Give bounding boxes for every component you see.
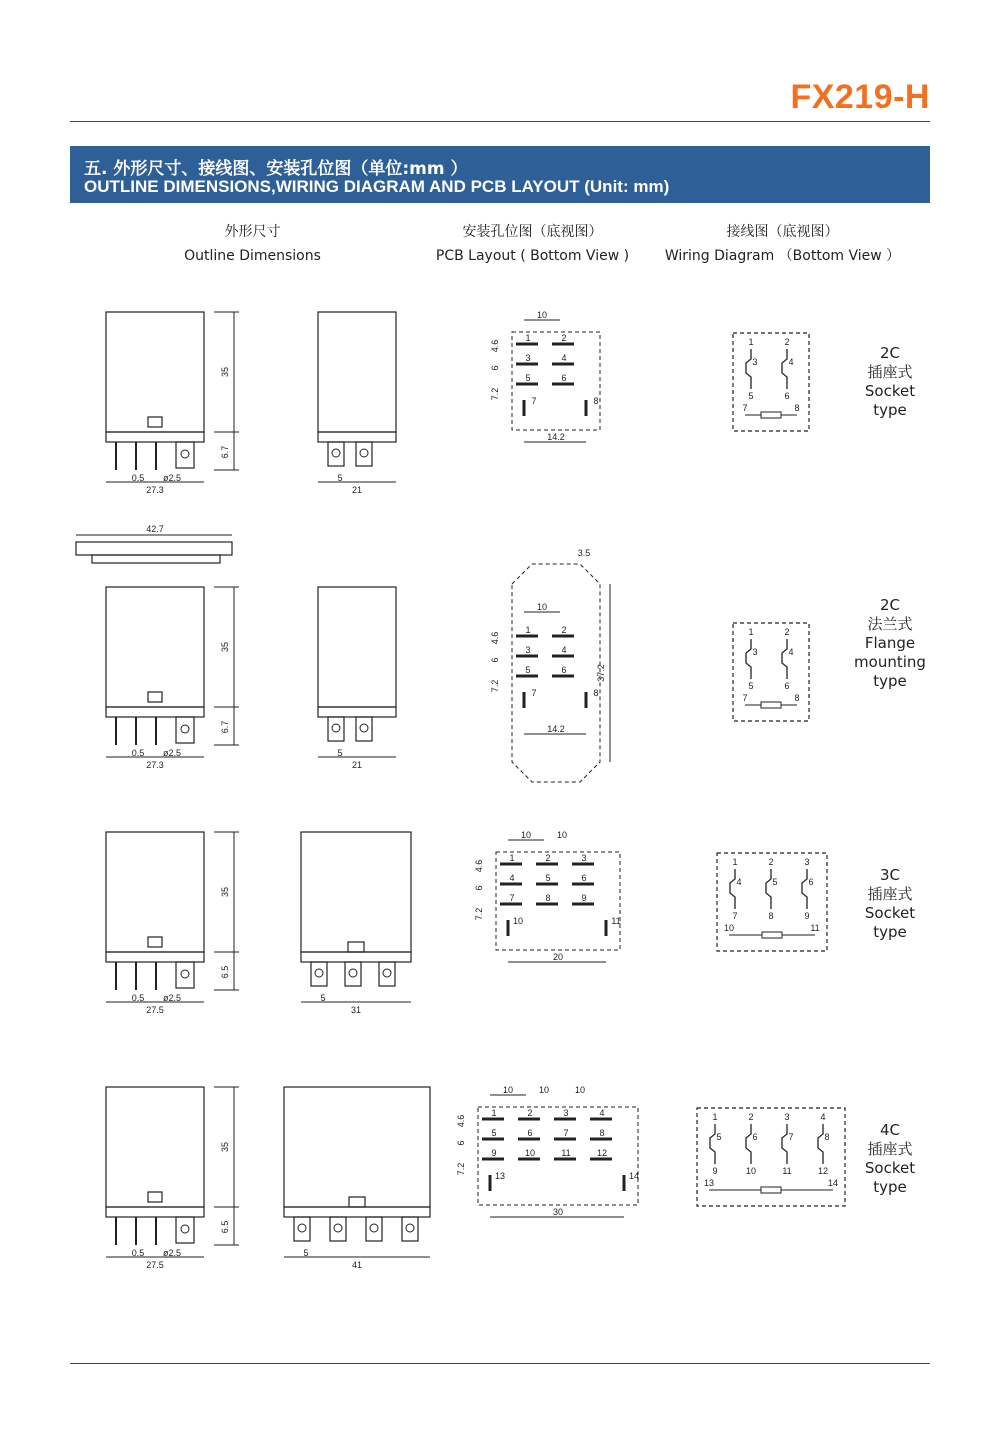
terminal-hole (181, 450, 189, 458)
relay-type-line: type (873, 1178, 907, 1196)
relay-type-line: Socket (864, 904, 916, 922)
pin-number: 2 (784, 627, 790, 637)
dimension-label: 10 (520, 830, 532, 840)
pin-number: 8 (794, 693, 800, 703)
terminal-hole (332, 724, 340, 732)
coil-symbol (761, 702, 781, 708)
pin-number: 1 (712, 1112, 718, 1122)
relay-base (318, 707, 396, 717)
column-header-wiring (655, 220, 910, 268)
pin-number: 5 (716, 1132, 722, 1142)
coil-symbol (761, 412, 781, 418)
outline-side-view (301, 832, 411, 1015)
dimension-label: 6 (456, 1140, 466, 1146)
contact-symbol (730, 869, 735, 909)
relay-type-line: type (873, 401, 907, 419)
dimension-label: 14.2 (547, 724, 565, 734)
brand-logo-text: FX219-H (790, 78, 930, 116)
pin-number: 6 (581, 873, 587, 883)
dimension-label: 10 (556, 830, 568, 840)
pin-number: 4 (561, 353, 567, 363)
dimension-label: 0.5 (131, 473, 145, 483)
terminal-hole (370, 1224, 378, 1232)
dimension-label: 21 (351, 485, 363, 495)
pin-number: 5 (525, 373, 531, 383)
dimension-label: 5 (337, 748, 343, 758)
dimension-label: 10 (536, 310, 548, 320)
dimension-label: ø2.5 (162, 473, 182, 483)
pin-number: 8 (768, 911, 774, 921)
pin-number: 5 (772, 877, 778, 887)
pin-number: 1 (748, 337, 754, 347)
pin-number: 6 (784, 681, 790, 691)
pin-number: 10 (745, 1166, 757, 1176)
dimension-label: 10 (502, 1085, 514, 1095)
pin-number: 11 (810, 923, 820, 933)
pin-number: 2 (748, 1112, 754, 1122)
wiring-diagram (717, 853, 827, 951)
pin-number: 6 (752, 1132, 758, 1142)
pin-number: 7 (742, 693, 748, 703)
flange-plate (76, 542, 232, 555)
pin-number: 3 (784, 1112, 790, 1122)
terminal-hole (360, 724, 368, 732)
pin-number: 4 (788, 647, 794, 657)
relay-type-line: type (873, 672, 907, 690)
dimension-label: 14.2 (547, 432, 565, 442)
dimension-label: 7.2 (490, 679, 500, 693)
relay-type-line: 法兰式 (867, 615, 913, 633)
pin-number: 4 (561, 645, 567, 655)
latch-mark (148, 937, 162, 947)
pin-number: 10 (723, 923, 735, 933)
contact-symbol (782, 349, 787, 389)
pin-number: 8 (824, 1132, 830, 1142)
pin-number: 4 (736, 877, 742, 887)
dimension-label: 35 (220, 1141, 230, 1153)
pin-number: 2 (784, 337, 790, 347)
pin-number: 3 (804, 857, 810, 867)
pin-number: 8 (599, 1128, 605, 1138)
pin-number: 8 (593, 688, 599, 698)
relay-base (106, 432, 204, 442)
quick-connect-terminal (402, 1217, 418, 1241)
dimension-label: 6.5 (220, 965, 230, 979)
wiring-diagram (733, 623, 809, 721)
dimension-label: 27.5 (146, 1260, 164, 1270)
pin-number: 7 (788, 1132, 794, 1142)
dimension-label: 27.5 (146, 1005, 164, 1015)
dimension-label: 10 (538, 1085, 550, 1095)
terminal-hole (349, 969, 357, 977)
pin-number: 6 (527, 1128, 533, 1138)
dimension-label: 4.6 (490, 339, 500, 353)
pin-number: 10 (512, 916, 524, 926)
dimension-label: 6 (474, 885, 484, 891)
dimension-label: 30 (552, 1207, 564, 1217)
dimension-label: 0.5 (131, 1248, 145, 1258)
pin-number: 7 (732, 911, 738, 921)
pin-number: 2 (561, 625, 567, 635)
pin-number: 11 (611, 916, 621, 926)
quick-connect-terminal (379, 962, 395, 986)
dimension-label: 10 (536, 602, 548, 612)
flange-step (92, 555, 220, 563)
latch-mark (348, 942, 364, 952)
relay-body (106, 587, 204, 707)
relay-type-line: Socket (864, 382, 916, 400)
quick-connect-terminal (356, 717, 372, 741)
dimension-label: 4.6 (456, 1114, 466, 1128)
pcb-layout (490, 548, 610, 782)
dimension-label: 21 (351, 760, 363, 770)
latch-mark (349, 1197, 365, 1207)
pin-number: 7 (563, 1128, 569, 1138)
dimension-label: 31 (350, 1005, 362, 1015)
contact-symbol (782, 639, 787, 679)
contact-symbol (818, 1124, 823, 1164)
pin-number: 6 (808, 877, 814, 887)
dimension-label: 6 (490, 657, 500, 663)
relay-type-line: mounting (854, 653, 926, 671)
pin-number: 5 (748, 391, 754, 401)
dimension-label: 35 (220, 366, 230, 378)
terminal-hole (181, 1225, 189, 1233)
pin-number: 9 (581, 893, 587, 903)
quick-connect-terminal (345, 962, 361, 986)
terminal-hole (383, 969, 391, 977)
dimension-label: 0.5 (131, 993, 145, 1003)
relay-type-label (845, 866, 935, 942)
relay-body (106, 312, 204, 432)
dimension-label: 20 (552, 952, 564, 962)
latch-mark (148, 692, 162, 702)
dimension-label: ø2.5 (162, 748, 182, 758)
relay-type-line: 插座式 (867, 1140, 913, 1158)
outline-front-view (106, 1087, 239, 1270)
pin-number: 8 (593, 396, 599, 406)
pin-number: 7 (509, 893, 515, 903)
pin-number: 3 (752, 647, 758, 657)
pin-number: 1 (525, 625, 531, 635)
relay-base (301, 952, 411, 962)
column-header-cn: 外形尺寸 (224, 224, 281, 240)
pin-number: 5 (545, 873, 551, 883)
pin-number: 11 (561, 1148, 571, 1158)
outline-front-view (76, 524, 239, 770)
relay-type-line: type (873, 923, 907, 941)
section-title-cn: 五. 外形尺寸、接线图、安装孔位图（单位:mm ） (84, 159, 468, 179)
relay-type-label (845, 1121, 935, 1197)
pin-number: 10 (524, 1148, 536, 1158)
column-header-en: PCB Layout ( Bottom View ) (435, 248, 630, 264)
dimension-label: 7.2 (456, 1162, 466, 1176)
column-header-cn: 安装孔位图（底视图） (462, 224, 603, 240)
pin-number: 11 (782, 1166, 792, 1176)
dimension-label: 27.3 (146, 760, 164, 770)
pin-number: 6 (561, 665, 567, 675)
relay-type-label (845, 596, 935, 691)
quick-connect-terminal (328, 442, 344, 466)
section-title-en: OUTLINE DIMENSIONS,WIRING DIAGRAM AND PCB LAYOUT (Unit: mm) (84, 177, 670, 196)
pin-number: 14 (827, 1178, 839, 1188)
relay-side-body (284, 1087, 430, 1207)
pin-number: 5 (525, 665, 531, 675)
relay-type-line: 3C (879, 866, 901, 884)
pin-number: 1 (491, 1108, 497, 1118)
relay-base (284, 1207, 430, 1217)
terminal-hole (360, 449, 368, 457)
pin-number: 5 (491, 1128, 497, 1138)
dimension-label: 10 (574, 1085, 586, 1095)
terminal-hole (332, 449, 340, 457)
quick-connect-terminal (311, 962, 327, 986)
contact-symbol (746, 349, 751, 389)
pin-number: 13 (494, 1171, 506, 1181)
contact-symbol (710, 1124, 715, 1164)
terminal-hole (181, 970, 189, 978)
dimension-label: 6.7 (220, 720, 230, 734)
latch-mark (148, 1192, 162, 1202)
pin-number: 4 (788, 357, 794, 367)
dimension-label: 5 (303, 1248, 309, 1258)
dimension-label: 6.7 (220, 445, 230, 459)
pin-number: 8 (545, 893, 551, 903)
outline-side-view (284, 1087, 430, 1270)
pcb-outline (496, 852, 620, 950)
quick-connect-terminal (294, 1217, 310, 1241)
pin-number: 4 (509, 873, 515, 883)
outline-front-view (106, 312, 239, 495)
contact-symbol (782, 1124, 787, 1164)
terminal-hole (334, 1224, 342, 1232)
relay-type-line: 2C (879, 344, 901, 362)
outline-side-view (318, 312, 396, 495)
dimension-label: 0.5 (131, 748, 145, 758)
terminal-hole (298, 1224, 306, 1232)
pin-number: 2 (545, 853, 551, 863)
column-header-outline (150, 220, 355, 268)
wiring-diagram (733, 333, 809, 431)
relay-side-body (318, 312, 396, 432)
dimension-label: 35 (220, 886, 230, 898)
pin-number: 2 (561, 333, 567, 343)
pin-number: 2 (768, 857, 774, 867)
quick-connect-terminal (176, 442, 194, 468)
coil-symbol (761, 1187, 781, 1193)
pin-number: 3 (525, 353, 531, 363)
dimension-label: 41 (351, 1260, 363, 1270)
pin-number: 5 (748, 681, 754, 691)
pcb-layout (490, 310, 600, 442)
pin-number: 7 (742, 403, 748, 413)
pin-number: 3 (581, 853, 587, 863)
column-header-cn: 接线图（底视图） (726, 224, 839, 240)
pin-number: 9 (491, 1148, 497, 1158)
quick-connect-terminal (366, 1217, 382, 1241)
relay-base (106, 1207, 204, 1217)
pin-number: 4 (599, 1108, 605, 1118)
pin-number: 7 (531, 396, 537, 406)
column-header-en: Outline Dimensions (184, 248, 321, 264)
pin-number: 9 (804, 911, 810, 921)
dimension-label: ø2.5 (162, 993, 182, 1003)
dimension-label: 5 (337, 473, 343, 483)
relay-base (318, 432, 396, 442)
pin-number: 4 (820, 1112, 826, 1122)
contact-symbol (802, 869, 807, 909)
header-rule (70, 121, 930, 122)
dimension-label: 6.5 (220, 1220, 230, 1234)
column-header-en: Wiring Diagram （Bottom View ） (664, 248, 901, 264)
relay-type-line: 插座式 (867, 363, 913, 381)
pin-number: 12 (817, 1166, 829, 1176)
pin-number: 13 (703, 1178, 715, 1188)
dimension-label: 7.2 (490, 387, 500, 401)
pin-number: 1 (509, 853, 515, 863)
relay-body (106, 1087, 204, 1207)
pin-number: 2 (527, 1108, 533, 1118)
pin-number: 1 (732, 857, 738, 867)
relay-type-line: Socket (864, 1159, 916, 1177)
pin-number: 9 (712, 1166, 718, 1176)
latch-mark (148, 417, 162, 427)
pin-number: 14 (628, 1171, 640, 1181)
pin-number: 3 (525, 645, 531, 655)
column-header-pcb (420, 220, 645, 268)
quick-connect-terminal (176, 1217, 194, 1243)
relay-type-line: 4C (879, 1121, 901, 1139)
outline-side-view (318, 587, 396, 770)
pcb-layout (456, 1085, 639, 1217)
pin-number: 7 (531, 688, 537, 698)
pin-number: 3 (563, 1108, 569, 1118)
pin-number: 12 (596, 1148, 608, 1158)
footer-rule (70, 1363, 930, 1364)
dimension-label: 6 (490, 365, 500, 371)
relay-base (106, 952, 204, 962)
pin-number: 3 (752, 357, 758, 367)
relay-type-line: 插座式 (867, 885, 913, 903)
contact-symbol (746, 639, 751, 679)
dimension-label: 4.6 (490, 631, 500, 645)
contact-symbol (766, 869, 771, 909)
pin-number: 1 (748, 627, 754, 637)
pcb-layout (474, 830, 621, 962)
quick-connect-terminal (176, 962, 194, 988)
pin-number: 8 (794, 403, 800, 413)
outline-front-view (106, 832, 239, 1015)
dimension-label: ø2.5 (162, 1248, 182, 1258)
pcb-outline (478, 1107, 638, 1205)
relay-type-line: Flange (864, 634, 916, 652)
terminal-hole (406, 1224, 414, 1232)
relay-base (106, 707, 204, 717)
dimension-label: 3.5 (577, 548, 591, 558)
dimension-label: 5 (320, 993, 326, 1003)
dimension-label: 27.3 (146, 485, 164, 495)
dimension-label: 7.2 (474, 907, 484, 921)
relay-type-line: 2C (879, 596, 901, 614)
relay-side-body (318, 587, 396, 707)
terminal-hole (315, 969, 323, 977)
pin-number: 1 (525, 333, 531, 343)
pin-number: 6 (784, 391, 790, 401)
section-banner (70, 146, 930, 203)
dimension-label: 35 (220, 641, 230, 653)
dimension-label: 37.2 (596, 664, 606, 682)
pin-number: 6 (561, 373, 567, 383)
contact-symbol (746, 1124, 751, 1164)
dimension-label: 4.6 (474, 859, 484, 873)
relay-side-body (301, 832, 411, 952)
coil-symbol (762, 932, 782, 938)
quick-connect-terminal (356, 442, 372, 466)
wiring-diagram (697, 1108, 845, 1206)
quick-connect-terminal (176, 717, 194, 743)
relay-body (106, 832, 204, 952)
quick-connect-terminal (330, 1217, 346, 1241)
quick-connect-terminal (328, 717, 344, 741)
relay-type-label (845, 344, 935, 420)
dimension-label: 42.7 (146, 524, 164, 534)
terminal-hole (181, 725, 189, 733)
